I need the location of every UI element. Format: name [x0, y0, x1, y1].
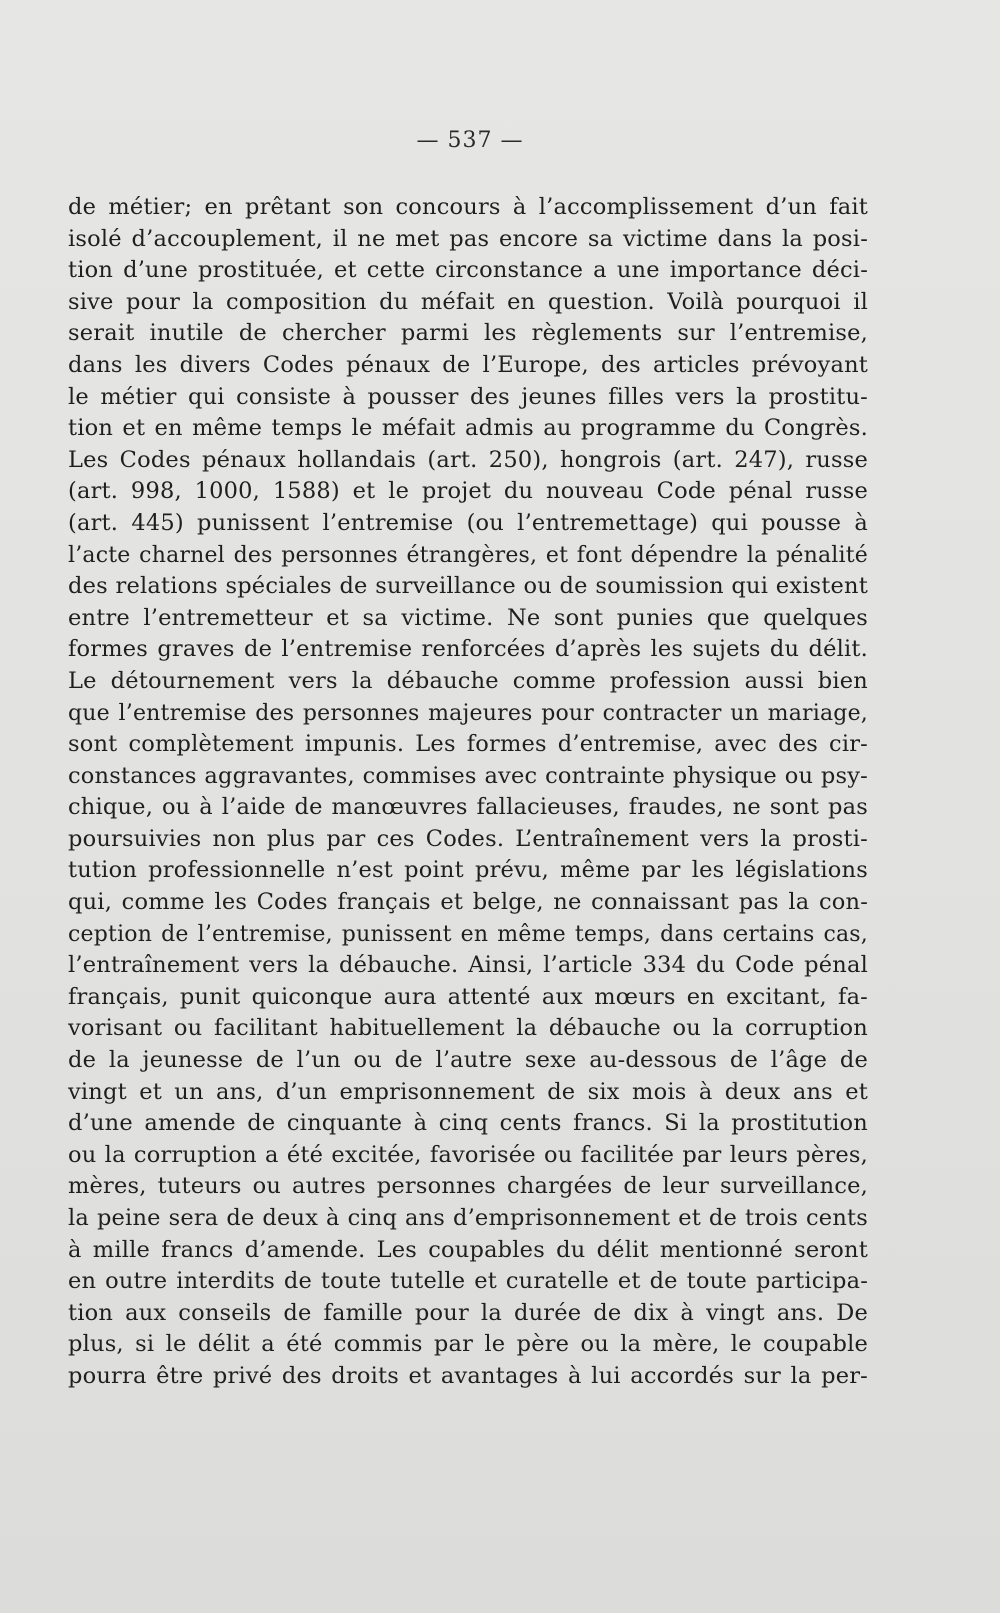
text-line: d’une amende de cinquante à cinq cents francs. Si la prostitution	[68, 1110, 868, 1137]
text-line: ou la corruption a été excitée, favorisée ou facilitée par leurs pères,	[68, 1141, 868, 1168]
body-text	[68, 192, 868, 1393]
text-line: en outre interdits de toute tutelle et curatelle et de toute participa-	[68, 1268, 868, 1295]
text-line: serait inutile de chercher parmi les règlements sur l’entremise,	[68, 320, 868, 347]
text-line: des relations spéciales de surveillance ou de soumission qui existent	[68, 573, 868, 600]
text-line: tution professionnelle n’est point prévu, même par les législations	[68, 857, 868, 884]
text-line: le métier qui consiste à pousser des jeunes filles vers la prostitu-	[68, 383, 868, 410]
text-line: vingt et un ans, d’un emprisonnement de six mois à deux ans et	[68, 1078, 868, 1105]
text-line: Le détournement vers la débauche comme profession aussi bien	[68, 667, 868, 694]
text-line: plus, si le délit a été commis par le père ou la mère, le coupable	[68, 1331, 868, 1358]
text-line: de métier; en prêtant son concours à l’accomplissement d’un fait	[68, 194, 868, 220]
text-line: à mille francs d’amende. Les coupables du délit mentionné seront	[68, 1236, 868, 1263]
text-line: que l’entremise des personnes majeures pour contracter un mariage,	[68, 700, 868, 726]
text-line: l’entraînement vers la débauche. Ainsi, l’article 334 du Code pénal	[68, 952, 868, 979]
text-line: isolé d’accouplement, il ne met pas encore sa victime dans la posi-	[68, 225, 868, 252]
text-line: pourra être privé des droits et avantages à lui accordés sur la per-	[68, 1362, 868, 1389]
text-line: vorisant ou facilitant habituellement la débauche ou la corruption	[68, 1015, 868, 1042]
text-line: de la jeunesse de l’un ou de l’autre sexe au-dessous de l’âge de	[68, 1047, 868, 1074]
text-line: sive pour la composition du méfait en question. Voilà pourquoi il	[68, 288, 868, 315]
text-line: ception de l’entremise, punissent en même temps, dans certains cas,	[68, 921, 868, 947]
text-line: la peine sera de deux à cinq ans d’emprisonnement et de trois cents	[68, 1205, 868, 1231]
text-line: tion d’une prostituée, et cette circonstance a une importance déci-	[68, 257, 868, 284]
text-line: poursuivies non plus par ces Codes. L’entraînement vers la prosti-	[68, 825, 868, 852]
text-line: qui, comme les Codes français et belge, ne connaissant pas la con-	[68, 889, 868, 916]
text-line: tion et en même temps le méfait admis au programme du Congrès.	[68, 415, 868, 442]
text-line: formes graves de l’entremise renforcées d’après les sujets du délit.	[68, 636, 868, 663]
text-line: tion aux conseils de famille pour la durée de dix à vingt ans. De	[68, 1299, 868, 1326]
page-number: — 537 —	[416, 128, 524, 153]
text-line: Les Codes pénaux hollandais (art. 250), hongrois (art. 247), russe	[68, 446, 868, 473]
text-line: dans les divers Codes pénaux de l’Europe, des articles prévoyant	[68, 351, 868, 378]
text-line: entre l’entremetteur et sa victime. Ne sont punies que quelques	[68, 604, 868, 631]
text-line: l’acte charnel des personnes étrangères, et font dépendre la pénalité	[68, 542, 868, 568]
text-line: (art. 445) punissent l’entremise (ou l’entremettage) qui pousse à	[68, 509, 868, 536]
text-line: français, punit quiconque aura attenté aux mœurs en excitant, fa-	[68, 983, 868, 1010]
text-line: sont complètement impunis. Les formes d’entremise, avec des cir-	[68, 731, 868, 758]
text-line: (art. 998, 1000, 1588) et le projet du nouveau Code pénal russe	[68, 478, 868, 505]
text-line: mères, tuteurs ou autres personnes chargées de leur surveillance,	[68, 1173, 868, 1200]
text-line: chique, ou à l’aide de manœuvres fallacieuses, fraudes, ne sont pas	[68, 794, 868, 821]
text-line: constances aggravantes, commises avec contrainte physique ou psy-	[68, 762, 868, 789]
